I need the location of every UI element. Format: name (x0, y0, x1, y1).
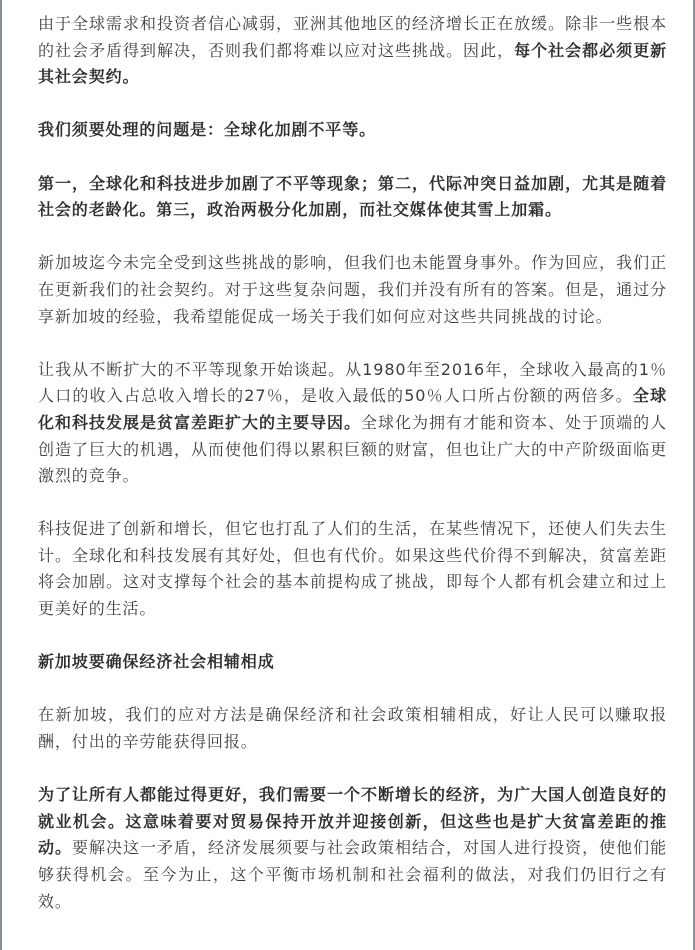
paragraph-inequality-text-2: 全球化为拥有才能和资本、处于顶端的人创造了巨大的机遇，从而使他们得以累积巨额的财富，但也让广大的中产阶级面临更激烈的竞争。 (38, 412, 667, 486)
paragraph-inequality-text-1: 让我从不断扩大的不平等现象开始谈起。从1980年至2016年，全球收入最高的1％人口的收入占总收入增长的27％，是收入最低的50％人口所占份额的两倍多。 (38, 359, 667, 406)
paragraph-problem-text: 我们须要处理的问题是：全球化加剧不平等。 (38, 120, 377, 140)
paragraph-three-challenges (38, 171, 667, 224)
paragraph-technology: 科技促进了创新和增长，但它也打乱了人们的生活，在某些情况下，还使人们失去生计。全球化和科技发展有其好处，但也有代价。如果这些代价得不到解决，贫富差距将会加剧。这对支撑每个社会的基本前提构成了挑战，即每个人都有机会建立和过上更美好的生活。 (38, 519, 667, 619)
paragraph-approach: 在新加坡，我们的应对方法是确保经济和社会政策相辅相成，好让人民可以赚取报酬，付出的辛劳能获得回报。 (38, 705, 667, 752)
section-heading-text: 新加坡要确保经济社会相辅相成 (38, 652, 275, 672)
paragraph-problem (38, 117, 667, 144)
section-heading (38, 649, 667, 676)
paragraph-singapore-response: 新加坡迄今未完全受到这些挑战的影响，但我们也未能置身事外。作为回应，我们正在更新我们的社会契约。对于这些复杂问题，我们并没有所有的答案。但是，通过分享新加坡的经验，我希望能促成一场关于我们如何应对这些共同挑战的讨论。 (38, 253, 667, 326)
paragraph-intro-text: 由于全球需求和投资者信心减弱，亚洲其他地区的经济增长正在放缓。除非一些根本的社会矛盾得到解决，否则我们都将难以应对这些挑战。因此， (38, 14, 667, 60)
paragraph-growth (38, 782, 667, 915)
paragraph-growth-text: 要解决这一矛盾，经济发展须要与社会政策相结合，对国人进行投资，使他们能够获得机会。至今为止，这个平衡市场机制和社会福利的做法，对我们仍旧行之有效。 (38, 838, 667, 911)
paragraph-intro-emphasis: 每个社会都必须更新其社会契约。 (38, 40, 667, 87)
paragraph-inequality-emphasis: 全球化和科技发展是贫富差距扩大的主要导因。 (38, 386, 667, 432)
paragraph-intro (38, 11, 667, 91)
paragraph-growth-emphasis: 为了让所有人都能过得更好，我们需要一个不断增长的经济，为广大国人创造良好的就业机会。这意味着要对贸易保持开放并迎接创新，但这些也是扩大贫富差距的推动。 (38, 785, 667, 858)
paragraph-three-challenges-text: 第一，全球化和科技进步加剧了不平等现象；第二，代际冲突日益加剧，尤其是随着社会的老龄化。第三，政治两极分化加剧，而社交媒体使其雪上加霜。 (38, 173, 667, 220)
paragraph-inequality (38, 357, 667, 490)
article-body (38, 11, 667, 915)
